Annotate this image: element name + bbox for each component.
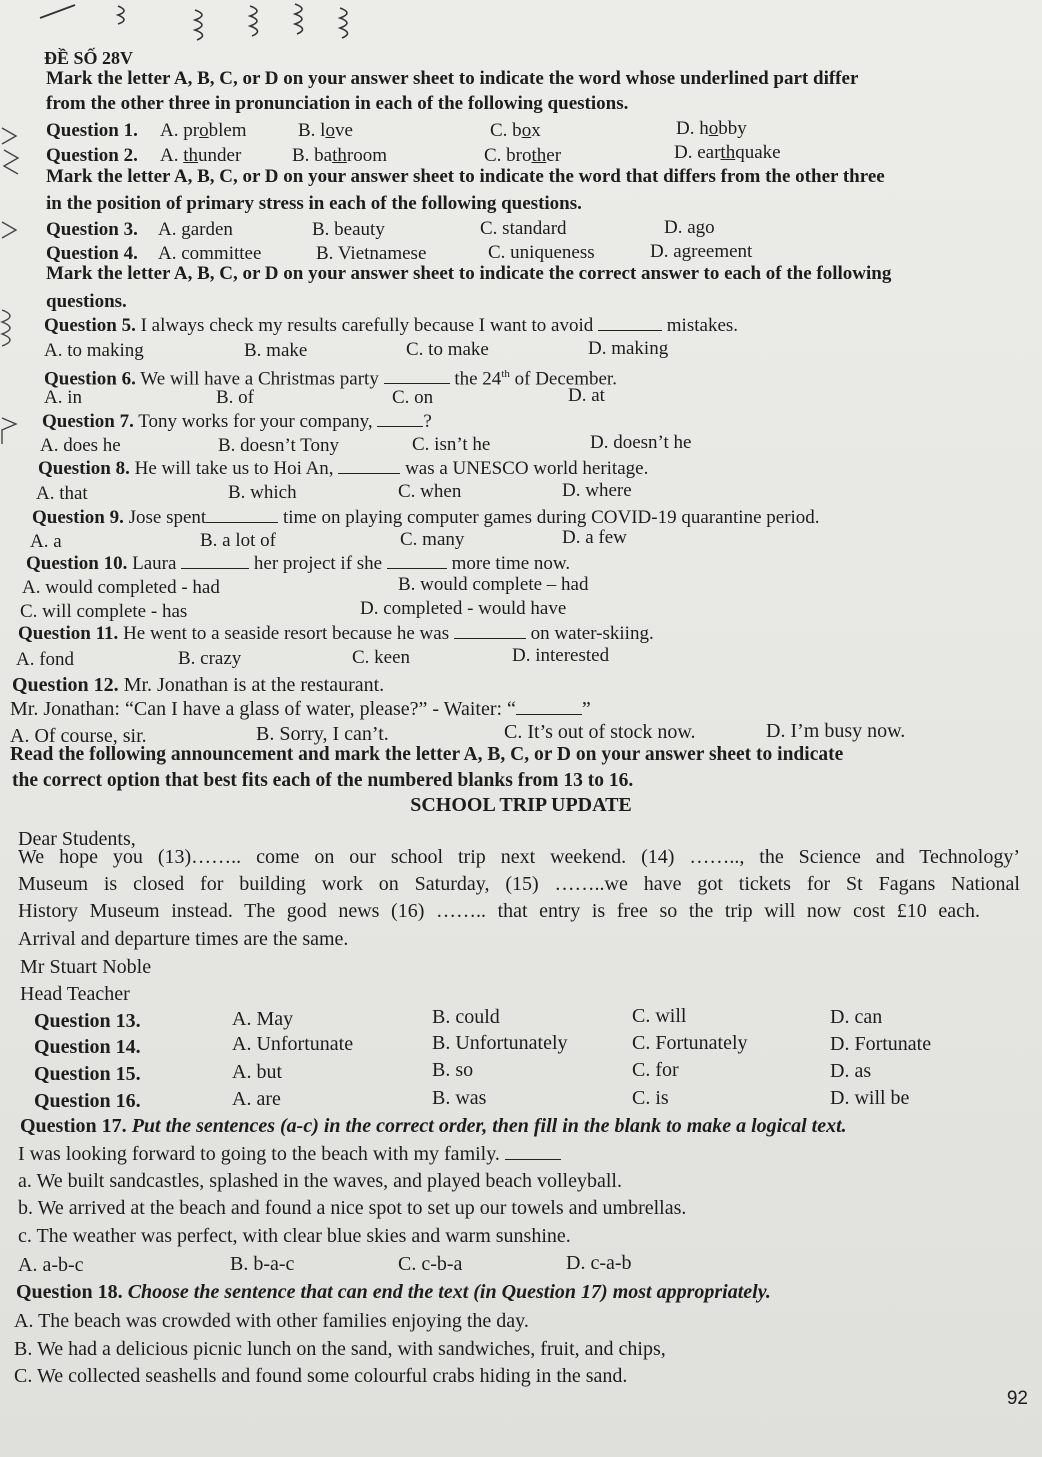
question-stem: [42, 411, 432, 433]
underlined-letters: th: [531, 145, 547, 166]
question-label: Question 11.: [18, 623, 119, 644]
option-text: A.: [160, 145, 184, 166]
answer-blank[interactable]: [598, 315, 662, 331]
stem-text: mistakes.: [666, 315, 739, 336]
option-c[interactable]: C. We collected seashells and found some colourful crabs hiding in the sand.: [14, 1365, 628, 1387]
option-a[interactable]: A. but: [232, 1061, 282, 1083]
underlined-letters: o: [708, 118, 719, 139]
option-b[interactable]: B. a lot of: [200, 530, 276, 551]
option-text: C. bro: [484, 145, 532, 166]
pen-scribble-marks: [0, 0, 1042, 60]
answer-blank[interactable]: [338, 458, 400, 474]
question-label: Question 3.: [46, 219, 138, 240]
stem-text: Tony works for your company,: [138, 411, 373, 432]
instruction-correct-answer-line-1: Mark the letter A, B, C, or D on your answer sheet to indicate the correct answer to each of the following: [46, 263, 892, 284]
option-d[interactable]: D. ago: [664, 217, 715, 238]
option-text: B. ba: [292, 145, 333, 166]
signature-role: Head Teacher: [20, 983, 130, 1005]
option-b[interactable]: B. would complete – had: [398, 574, 589, 595]
question-label: Question 4.: [46, 243, 138, 264]
answer-blank[interactable]: [454, 623, 526, 639]
dialogue-text: Mr. Jonathan: “Can I have a glass of water, please?” - Waiter: “: [10, 698, 516, 720]
option-b[interactable]: [292, 145, 387, 167]
instruction-stress-line-2: in the position of primary stress in each of the following questions.: [46, 193, 582, 214]
answer-blank[interactable]: [384, 368, 450, 384]
dialogue-line: [10, 698, 591, 720]
option-b[interactable]: B. which: [228, 482, 297, 503]
announcement-line-3: History Museum instead. The good news (16) …….. that entry is free so the trip will now cost £10 each.: [18, 900, 980, 922]
option-text: blem: [208, 120, 247, 141]
option-a[interactable]: A. in: [44, 387, 82, 408]
stem-text: on water-skiing.: [530, 623, 654, 644]
stem-text: We will have a Christmas party: [140, 368, 379, 390]
question-label: Question 17.: [20, 1115, 127, 1137]
instruction-reading-line-1: Read the following announcement and mark the letter A, B, C, or D on your answer sheet to indicate: [10, 744, 844, 765]
question-label: Question 5.: [44, 315, 136, 336]
sentence-b: b. We arrived at the beach and found a nice spot to set up our towels and umbrellas.: [18, 1197, 687, 1219]
announcement-greeting: Dear Students,: [18, 828, 136, 850]
option-d[interactable]: D. can: [830, 1006, 883, 1028]
option-a[interactable]: A. The beach was crowded with other families enjoying the day.: [14, 1310, 529, 1332]
option-b[interactable]: B. crazy: [178, 648, 242, 669]
option-a[interactable]: A. are: [232, 1088, 281, 1110]
option-c[interactable]: C. c-b-a: [398, 1253, 463, 1275]
option-a[interactable]: [160, 145, 241, 167]
option-text: er: [546, 145, 562, 166]
option-text: ve: [334, 120, 353, 141]
option-b[interactable]: B. Unfortunately: [432, 1032, 568, 1054]
sentence-a: a. We built sandcastles, splashed in the waves, and played beach volleyball.: [18, 1170, 622, 1192]
option-d[interactable]: D. interested: [512, 645, 610, 666]
question-label: Question 1.: [46, 120, 138, 141]
option-text: D. ear: [674, 142, 721, 163]
option-b[interactable]: [298, 120, 353, 142]
option-d[interactable]: D. Fortunate: [830, 1033, 932, 1055]
option-c[interactable]: C. is: [632, 1087, 669, 1109]
option-b[interactable]: B. b-a-c: [230, 1253, 295, 1275]
question-stem: [44, 315, 738, 337]
option-d[interactable]: [676, 118, 747, 140]
option-c[interactable]: C. for: [632, 1059, 679, 1081]
option-c[interactable]: C. Fortunately: [632, 1032, 748, 1054]
answer-blank[interactable]: [377, 411, 423, 427]
page-number: 92: [1006, 1388, 1028, 1409]
question-stem: [32, 507, 820, 529]
question-label: Question 15.: [34, 1063, 141, 1085]
option-d[interactable]: D. will be: [830, 1087, 910, 1109]
option-c[interactable]: C. keen: [352, 647, 411, 668]
stem-text: Jose spent: [128, 507, 207, 528]
announcement-line-2: Museum is closed for building work on Saturday, (15) ……..we have got tickets for St Fagans National: [18, 873, 1020, 895]
option-text: A. pr: [160, 120, 200, 141]
question-label: Question 7.: [42, 411, 134, 432]
option-c[interactable]: [484, 145, 561, 167]
option-c[interactable]: C. to make: [406, 339, 489, 360]
dialogue-text: ”: [581, 698, 591, 720]
lead-sentence: [18, 1143, 561, 1165]
option-b[interactable]: B. beauty: [312, 219, 385, 240]
option-a[interactable]: A. would completed - had: [22, 577, 220, 598]
question-label: Question 6.: [44, 368, 136, 390]
announcement-line-1: We hope you (13)…….. come on our school trip next weekend. (14) …….., the Science and Technology’: [18, 846, 1020, 868]
question-label: Question 10.: [26, 553, 128, 574]
option-text: room: [346, 145, 387, 166]
option-d[interactable]: D. where: [562, 480, 632, 501]
option-d[interactable]: D. completed - would have: [360, 598, 567, 619]
question-label: Question 16.: [34, 1090, 141, 1112]
instruction-pronunciation-line-1: Mark the letter A, B, C, or D on your answer sheet to indicate the word whose underlined part differ: [46, 68, 859, 89]
option-c[interactable]: C. It’s out of stock now.: [504, 721, 696, 743]
option-b[interactable]: B. could: [432, 1006, 500, 1028]
underlined-letters: o: [521, 120, 532, 141]
ordinal-suffix: th: [501, 368, 510, 380]
option-text: bby: [718, 118, 747, 139]
option-a[interactable]: A. does he: [40, 435, 121, 456]
option-d[interactable]: D. doesn’t he: [590, 432, 692, 453]
option-a[interactable]: A. that: [36, 483, 88, 504]
underlined-letters: th: [183, 145, 199, 166]
option-b[interactable]: B. make: [244, 340, 308, 361]
option-c[interactable]: C. many: [400, 529, 465, 550]
question-stem: [20, 1115, 847, 1137]
instruction-stress-line-1: Mark the letter A, B, C, or D on your answer sheet to indicate the word that differs from the other three: [46, 166, 885, 187]
option-text: B. l: [298, 120, 326, 141]
test-title: ĐỀ SỐ 28V: [44, 48, 134, 68]
stem-text: more time now.: [451, 553, 571, 574]
option-text: C. b: [490, 120, 522, 141]
option-c[interactable]: C. when: [398, 481, 462, 502]
question-label: Question 12.: [12, 674, 119, 696]
stem-text: He will take us to Hoi An,: [134, 458, 334, 479]
option-a[interactable]: A. committee: [158, 243, 262, 264]
option-text: quake: [735, 142, 781, 163]
question-instruction: Put the sentences (a-c) in the correct order, then fill in the blank to make a logical text.: [131, 1115, 847, 1137]
question-label: Question 18.: [16, 1281, 123, 1303]
option-c[interactable]: C. will: [632, 1005, 687, 1027]
answer-blank[interactable]: [387, 553, 447, 569]
question-label: Question 8.: [38, 458, 130, 479]
option-a[interactable]: [160, 120, 247, 142]
stem-text: I always check my results carefully because I want to avoid: [140, 315, 594, 336]
signature-name: Mr Stuart Noble: [20, 956, 152, 978]
option-d[interactable]: D. as: [830, 1060, 872, 1082]
stem-text: Laura: [132, 553, 177, 574]
option-a[interactable]: A. fond: [16, 649, 75, 670]
question-label: Question 9.: [32, 507, 124, 528]
option-b[interactable]: B. doesn’t Tony: [218, 435, 339, 456]
stem-text: time on playing computer games during COVID-19 quarantine period.: [282, 507, 820, 528]
question-label: Question 13.: [34, 1010, 141, 1032]
option-d[interactable]: D. agreement: [650, 241, 753, 262]
answer-blank[interactable]: [516, 699, 582, 715]
instruction-correct-answer-line-2: questions.: [46, 291, 127, 312]
option-b[interactable]: B. so: [432, 1059, 474, 1081]
option-c[interactable]: C. isn’t he: [412, 434, 491, 455]
question-stem: [18, 623, 654, 645]
option-text: D. h: [676, 118, 709, 139]
option-a[interactable]: A. garden: [158, 219, 233, 240]
option-b[interactable]: B. Vietnamese: [316, 243, 427, 264]
announcement-title: SCHOOL TRIP UPDATE: [410, 794, 632, 816]
question-stem: [26, 553, 570, 575]
option-a[interactable]: A. a: [30, 531, 62, 552]
option-a[interactable]: A. a-b-c: [18, 1254, 84, 1276]
option-c[interactable]: [490, 120, 541, 142]
stem-text: He went to a seaside resort because he was: [123, 623, 450, 644]
underlined-letters: th: [720, 142, 736, 163]
stem-text: the 24: [454, 368, 502, 390]
option-a[interactable]: A. Of course, sir.: [10, 725, 147, 747]
option-c[interactable]: C. uniqueness: [488, 242, 595, 263]
stem-text: her project if she: [253, 553, 383, 574]
option-text: under: [198, 145, 242, 166]
stem-text: Mr. Jonathan is at the restaurant.: [123, 674, 385, 696]
question-stem: [44, 363, 617, 390]
instruction-pronunciation-line-2: from the other three in pronunciation in each of the following questions.: [46, 93, 629, 114]
lead-text: I was looking forward to going to the beach with my family.: [18, 1143, 500, 1165]
option-d[interactable]: D. I’m busy now.: [766, 720, 906, 742]
option-b[interactable]: B. We had a delicious picnic lunch on the sand, with sandwiches, fruit, and chips,: [14, 1338, 666, 1360]
instruction-reading-line-2: the correct option that best fits each of the numbered blanks from 13 to 16.: [12, 770, 634, 791]
option-d[interactable]: [674, 142, 781, 164]
question-stem: [38, 458, 648, 480]
option-c[interactable]: C. will complete - has: [20, 601, 188, 622]
option-d[interactable]: D. at: [568, 385, 605, 406]
question-stem: [12, 674, 384, 696]
option-a[interactable]: A. to making: [44, 340, 144, 361]
answer-blank[interactable]: [206, 507, 278, 523]
option-d[interactable]: D. making: [588, 338, 669, 359]
underlined-letters: o: [199, 120, 209, 141]
option-d[interactable]: D. c-a-b: [566, 1252, 632, 1274]
option-b[interactable]: B. of: [216, 387, 254, 408]
option-a[interactable]: A. May: [232, 1008, 294, 1030]
answer-blank[interactable]: [505, 1144, 561, 1160]
sentence-c: c. The weather was perfect, with clear blue skies and warm sunshine.: [18, 1225, 571, 1247]
stem-text: was a UNESCO world heritage.: [405, 458, 649, 479]
option-b[interactable]: B. Sorry, I can’t.: [256, 723, 389, 745]
option-a[interactable]: A. Unfortunate: [232, 1033, 354, 1055]
question-label: Question 2.: [46, 145, 138, 166]
question-label: Question 14.: [34, 1036, 141, 1058]
option-c[interactable]: C. standard: [480, 218, 567, 239]
question-stem: [16, 1281, 771, 1303]
option-c[interactable]: C. on: [392, 387, 434, 408]
option-d[interactable]: D. a few: [562, 527, 627, 548]
stem-text: ?: [423, 411, 432, 432]
underlined-letters: th: [332, 145, 347, 166]
stem-text: of December.: [514, 368, 617, 390]
question-instruction: Choose the sentence that can end the text (in Question 17) most appropriately.: [127, 1281, 771, 1303]
option-text: x: [531, 120, 541, 141]
announcement-line-4: Arrival and departure times are the same.: [18, 928, 349, 950]
underlined-letters: o: [325, 120, 335, 141]
option-b[interactable]: B. was: [432, 1087, 487, 1109]
answer-blank[interactable]: [181, 553, 249, 569]
